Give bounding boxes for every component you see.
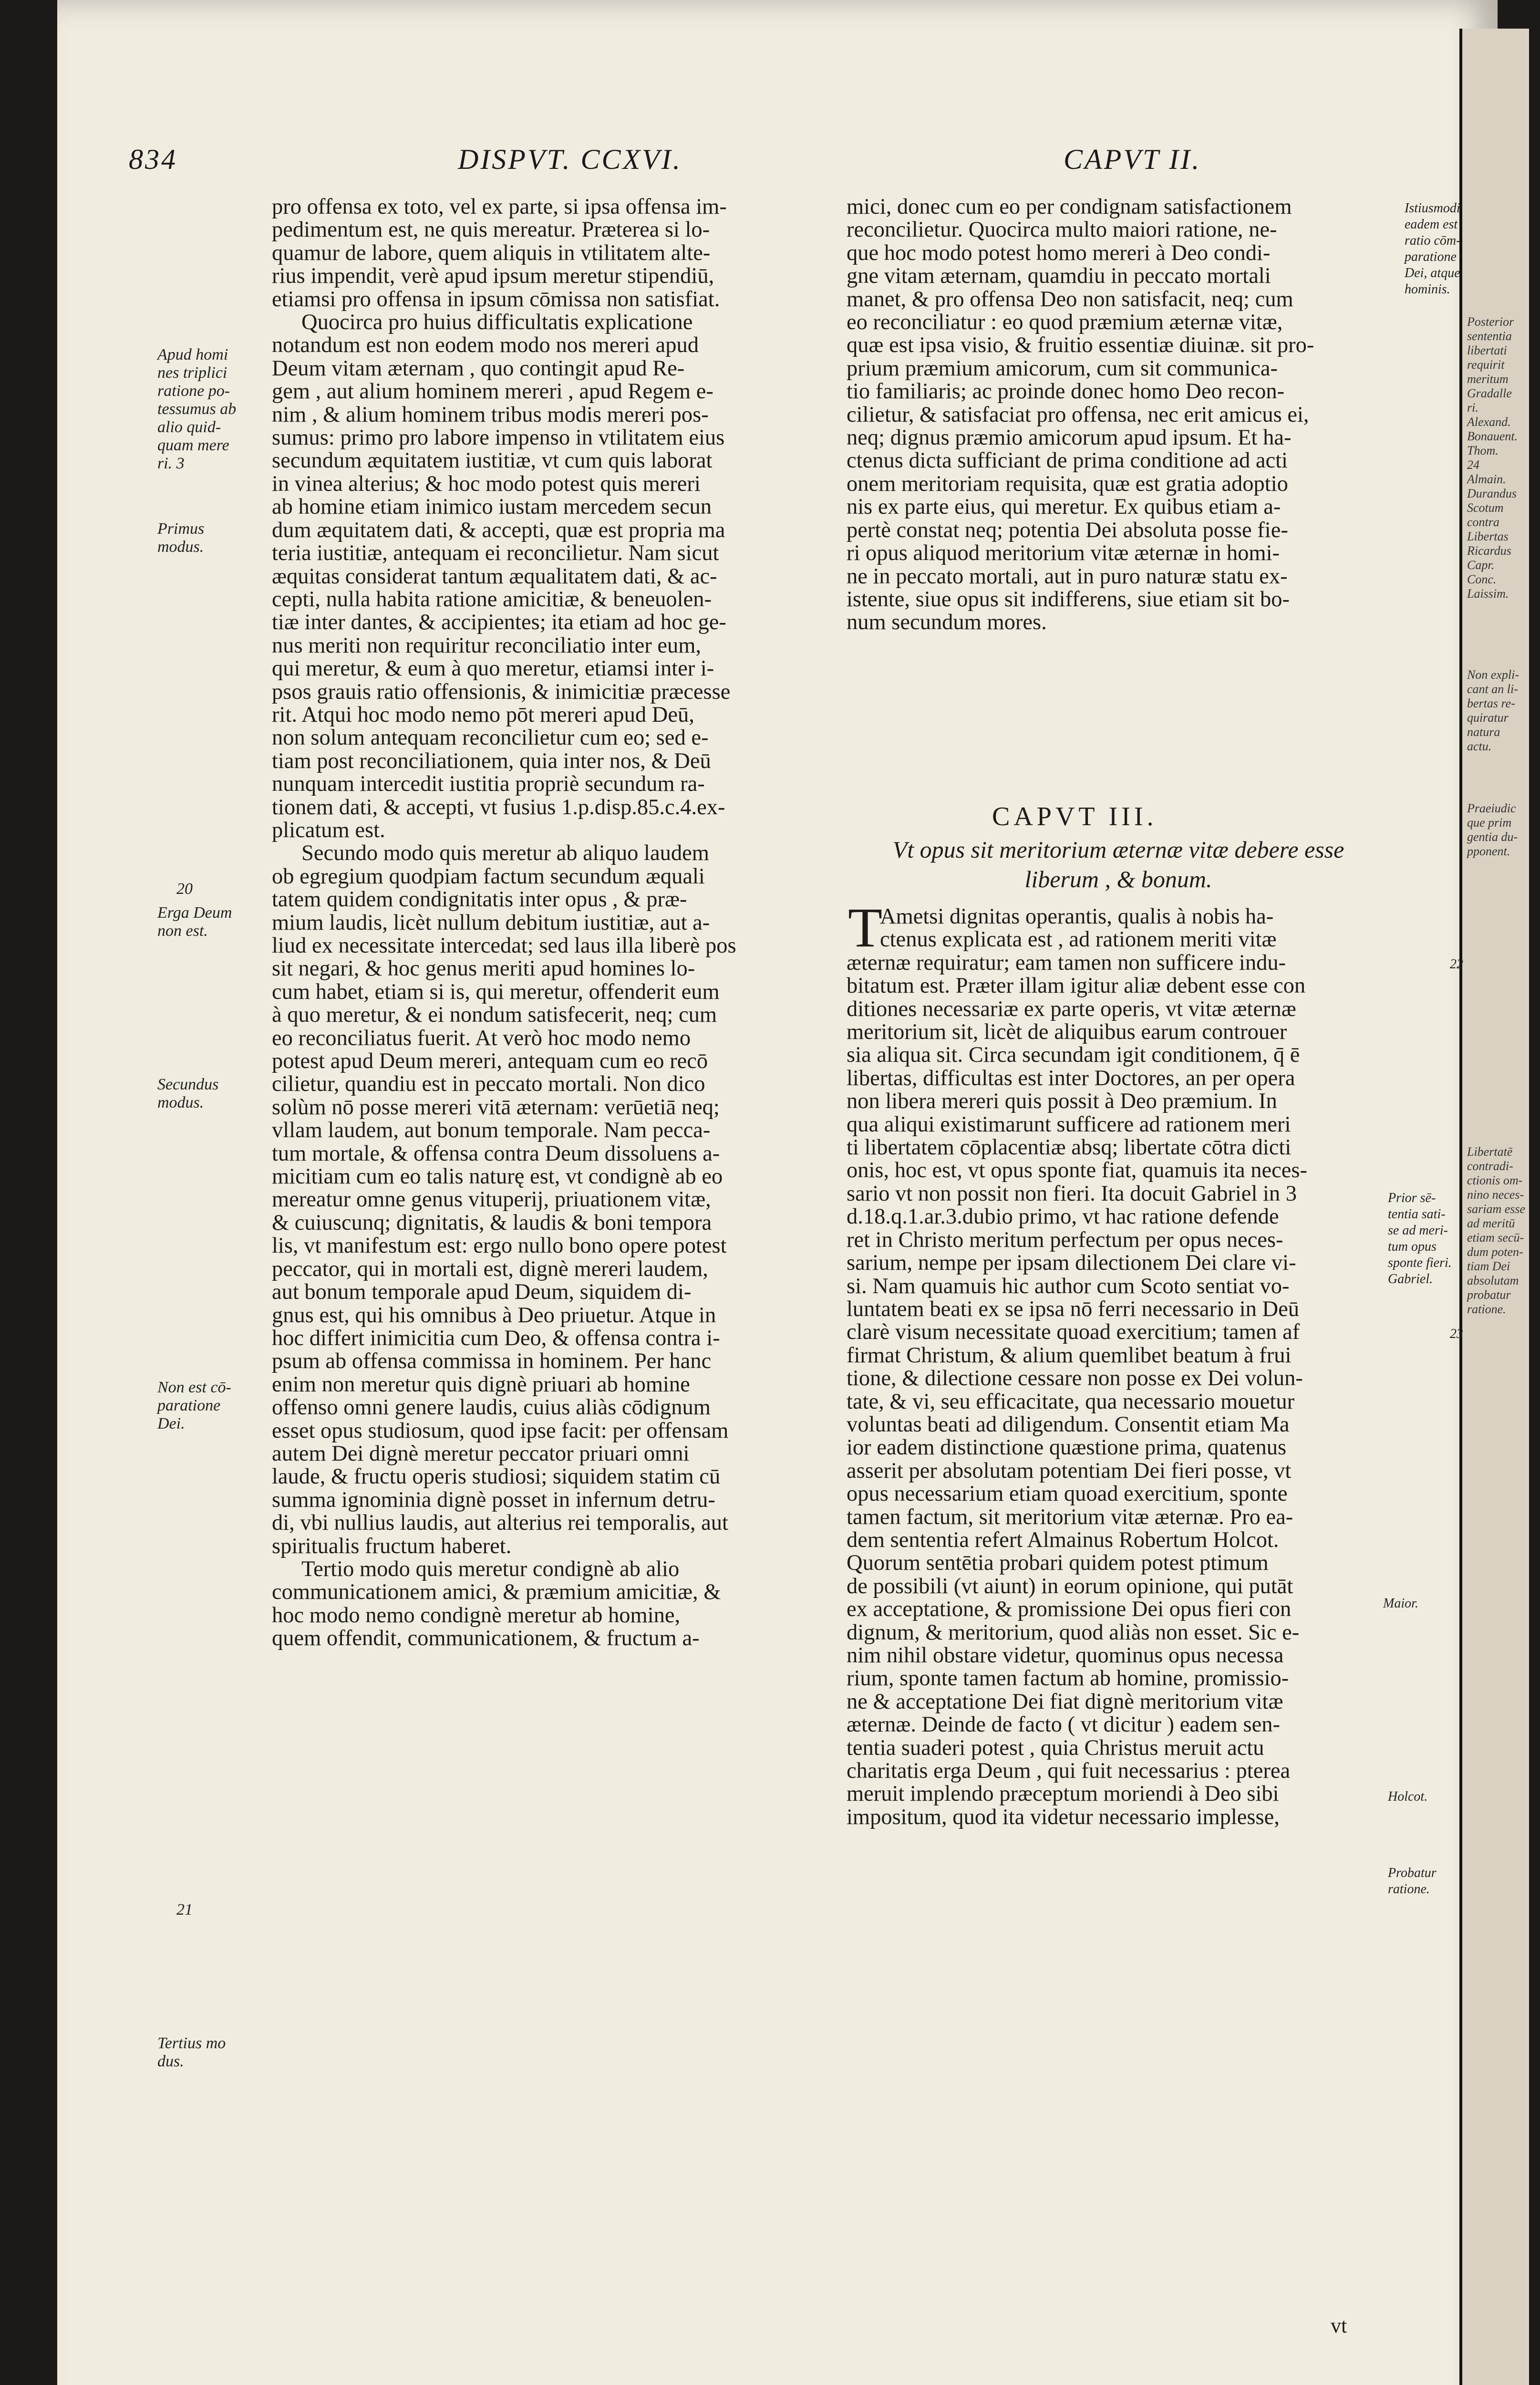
text-line: vllam laudem, aut bonum temporale. Nam pecca- (272, 1119, 711, 1142)
margin-note-line: Primus (157, 520, 205, 538)
text-line: ctenus explicata est , ad rationem meriti vitæ (880, 928, 1277, 952)
facing-page-fragment: Non expli- (1467, 668, 1519, 682)
text-line: rius impendit, verè apud ipsum meretur stipendiū, (272, 265, 714, 288)
facing-page-fragment: que prim (1467, 816, 1512, 830)
text-line: tionem dati, & accepti, vt fusius 1.p.disp.85.c.4.ex- (272, 796, 725, 819)
text-line: summa ignominia dignè posset in infernum detru- (272, 1488, 715, 1512)
text-line: rium, sponte tamen factum ab homine, promissio- (847, 1667, 1289, 1690)
facing-page-fragment: nino neces- (1467, 1188, 1524, 1202)
text-line: non solum antequam reconcilietur cum eo; sed e- (272, 726, 709, 750)
text-line: tione, & dilectione cessare non posse ex Dei volun- (847, 1367, 1303, 1390)
facing-page-fragment: meritum (1467, 372, 1509, 386)
text-line: ne & acceptatione Dei fiat dignè meritorium vitæ (847, 1690, 1283, 1714)
margin-note-line: tum opus (1388, 1239, 1437, 1254)
text-line: mium laudis, licèt nullum debitum iustitiæ, aut a- (272, 911, 710, 934)
chapter-title: CAPVT II. (1064, 144, 1201, 175)
text-line: ob egregium quodpiam factum secundum æquali (272, 865, 705, 889)
text-line: libertas, difficultas est inter Doctores, an per opera (847, 1067, 1295, 1090)
text-line: liud ex necessitate intercedat; sed laus illa liberè pos (272, 934, 736, 958)
margin-note-line: nes triplici (157, 364, 227, 382)
text-line: quæ est ipsa visio, & fruitio essentiæ diuinæ. sit pro- (847, 334, 1314, 357)
text-line: tum mortale, & offensa contra Deum dissoluens a- (272, 1142, 720, 1166)
text-line: onis, hoc est, vt opus sponte fiat, quamuis ita neces- (847, 1159, 1307, 1182)
margin-note-line: Maior. (1383, 1596, 1418, 1611)
text-line: que hoc modo potest homo mereri à Deo condi- (847, 241, 1271, 265)
margin-note-line: tessumus ab (157, 400, 237, 418)
text-line: æternæ. Deinde de facto ( vt dicitur ) eadem sen- (847, 1713, 1280, 1737)
margin-note-line: Holcot. (1388, 1789, 1428, 1804)
facing-page-fragment: Laissim. (1467, 587, 1509, 601)
text-line: psos grauis ratio offensionis, & inimicitiæ præcesse (272, 680, 731, 704)
left-text-column (272, 196, 816, 1650)
text-line: peccator, qui in mortali est, dignè mereri laudem, (272, 1257, 708, 1281)
text-line: tate, & vi, seu efficacitate, qua necessario mouetur (847, 1390, 1295, 1413)
facing-page-fragment: bertas re- (1467, 696, 1515, 710)
margin-note-line: quam mere (157, 436, 229, 454)
text-line: sarium, nempe per ipsam dilectionem Dei clare vi- (847, 1252, 1296, 1275)
text-line: qua aliqui existimarunt sufficere ad rationem meri (847, 1113, 1291, 1137)
text-line: ti libertatem cōplacentiæ absq; libertate cōtra dicti (847, 1136, 1292, 1160)
margin-note-line: Gabriel. (1388, 1272, 1433, 1286)
text-line: micitiam cum eo talis naturę est, vt condignè ab eo (272, 1165, 723, 1189)
margin-note-line: Probatur (1388, 1866, 1437, 1880)
text-line: eo reconciliatur : eo quod præmium æternæ vitæ, (847, 311, 1283, 334)
margin-note (176, 880, 193, 898)
right-text-column-bottom (847, 896, 1390, 1829)
text-line: tio familiaris; ac proinde donec homo Deo recon- (847, 380, 1285, 404)
facing-page-fragment: dum poten- (1467, 1245, 1523, 1259)
text-line: voluntas beati ad diligendum. Consentit etiam Ma (847, 1413, 1290, 1437)
text-line: bitatum est. Præter illam igitur aliæ debent esse con (847, 975, 1306, 998)
text-line: neq; dignus præmio amicorum apud ipsum. Et ha- (847, 426, 1292, 450)
facing-page-fragment: ctionis om- (1467, 1173, 1523, 1187)
text-line: hoc modo nemo condignè meretur ab homine, (272, 1604, 681, 1628)
text-line: gem , aut alium hominem mereri , apud Regem e- (272, 380, 713, 404)
margin-note (157, 520, 204, 556)
margin-note-line: modus. (157, 1094, 204, 1111)
text-line: rit. Atqui hoc modo nemo pōt mereri apud Deū, (272, 703, 694, 727)
margin-note (1388, 1865, 1437, 1898)
facing-page-fragment: pponent. (1467, 844, 1510, 858)
margin-note (157, 904, 232, 940)
facing-page-fragment: Capr. (1467, 558, 1495, 572)
text-line: sia aliqua sit. Circa secundam igit conditionem, q̄ ē (847, 1044, 1300, 1067)
text-line: communicationem amici, & præmium amicitiæ, & (272, 1581, 721, 1604)
margin-note-line: modus. (157, 538, 204, 556)
margin-note-line: eadem est (1405, 217, 1458, 232)
facing-page-fragment: contra (1467, 515, 1499, 529)
margin-note-line: Dei. (157, 1415, 185, 1432)
text-line: Secundo modo quis meretur ab aliquo laudem (301, 842, 709, 865)
margin-note-line: 20 (176, 880, 193, 898)
facing-page-fragment: ad meritū (1467, 1216, 1515, 1230)
text-line: Ametsi dignitas operantis, qualis à nobis ha- (880, 905, 1274, 929)
facing-page-fragment: natura (1467, 725, 1500, 739)
text-line: mici, donec cum eo per condignam satisfactionem (847, 196, 1292, 219)
catchword: vt (1331, 2314, 1347, 2337)
text-line: potest apud Deum mereri, antequam cum eo recō (272, 1050, 708, 1073)
text-line: notandum est non eodem modo nos mereri apud (272, 334, 699, 357)
text-line: cilietur, & satisfaciat pro offensa, nec erit amicus ei, (847, 403, 1309, 427)
text-line: solùm nō posse mereri vitā æternam: verūetiā neq; (272, 1096, 720, 1120)
margin-note-line: paratione (157, 1397, 221, 1414)
text-line: ditiones necessariæ ex parte operis, vt vitæ æternæ (847, 997, 1296, 1021)
facing-page-fragment: tiam Dei (1467, 1259, 1510, 1273)
text-line: prium præmium amicorum, cum sit communica- (847, 357, 1278, 381)
text-line: cum habet, etiam si is, qui meretur, offenderit eum (272, 980, 720, 1004)
facing-page-fragment: ri. (1467, 401, 1478, 415)
text-line: onem meritoriam requisita, quæ est gratia adoptio (847, 472, 1288, 496)
margin-note-line: sponte fieri. (1388, 1255, 1452, 1270)
text-line: luntatem beati ex se ipsa nō ferri necessario in Deū (847, 1297, 1300, 1321)
text-line: aut bonum temporale apud Deum, siquidem di- (272, 1281, 692, 1304)
facing-page-fragment: sariam esse (1467, 1202, 1526, 1216)
text-line: sit negari, & hoc genus meriti apud homines lo- (272, 957, 695, 981)
margin-note-line: Istiusmodi (1405, 201, 1460, 216)
text-line: dignum, & meritorium, quod aliàs non esset. Sic e- (847, 1621, 1300, 1644)
margin-note-line: 22 (1450, 957, 1463, 972)
text-line: Quorum sentētia probari quidem potest ptimum (847, 1552, 1269, 1575)
margin-note-line: Dei, atque (1405, 266, 1460, 280)
facing-page-fragment: libertati (1467, 343, 1507, 357)
margin-note (176, 1901, 193, 1919)
text-line: meruit implendo præceptum moriendi à Deo sibi (847, 1783, 1279, 1806)
text-line: si. Nam quamuis hic author cum Scoto sentiat vo- (847, 1275, 1290, 1298)
margin-note-line: hominis. (1405, 282, 1450, 297)
text-line: di, vbi nullius laudis, aut alterius rei temporalis, aut (272, 1512, 728, 1535)
text-line: sumus: primo pro labore impenso in vtilitatem eius (272, 426, 725, 450)
text-line: & cuiuscunq; dignitatis, & laudis & boni tempora (272, 1211, 712, 1235)
facing-page-fragment: Ricardus (1467, 544, 1511, 558)
facing-page-fragment: Gradalle (1467, 386, 1512, 400)
text-line: mereatur omne genus vituperij, priuationem vitæ, (272, 1188, 711, 1212)
text-line: nim , & alium hominem tribus modis mereri pos- (272, 403, 709, 427)
facing-page-fragment: 24 (1467, 458, 1479, 472)
text-line: ior eadem distinctione quæstione prima, quatenus (847, 1436, 1287, 1460)
facing-page-fragment: Thom. (1467, 444, 1499, 457)
text-line: quem offendit, communicationem, & fructum a- (272, 1627, 700, 1650)
text-line: nim nihil obstare videtur, quominus opus necessa (847, 1644, 1284, 1668)
text-line: æternæ requiratur; eam tamen non sufficere indu- (847, 951, 1286, 975)
margin-note (1450, 956, 1463, 973)
text-line: firmat Christum, & alium quemlibet beatum à frui (847, 1344, 1292, 1368)
margin-note (157, 1076, 218, 1112)
text-line: Quocirca pro huius difficultatis explicatione (301, 311, 693, 334)
facing-page-edge (1459, 29, 1529, 2385)
text-line: opus necessarium etiam quoad exercitium, sponte (847, 1483, 1288, 1506)
text-line: tamen factum, sit meritorium vitæ æternæ. Pro ea- (847, 1505, 1293, 1529)
text-line: pedimentum est, ne quis mereatur. Præterea si lo- (272, 218, 710, 242)
facing-page-fragment: cant an li- (1467, 682, 1518, 696)
margin-note-line: Non est cō- (157, 1379, 231, 1396)
facing-page-fragment: Libertas (1467, 529, 1509, 543)
text-line: enim non meretur quis dignè priuari ab homine (272, 1373, 690, 1397)
text-line: impositum, quod ita videtur necessario implesse, (847, 1805, 1280, 1829)
text-line: pro offensa ex toto, vel ex parte, si ipsa offensa im- (272, 196, 727, 219)
margin-note-line: Tertius mo (157, 2034, 226, 2052)
text-line: eo reconciliatus fuerit. At verò hoc modo nemo (272, 1027, 691, 1050)
text-line: charitatis erga Deum , qui fuit necessarius : pterea (847, 1760, 1291, 1783)
text-line: gnus est, qui his omnibus à Deo priuetur. Atque in (272, 1304, 716, 1327)
text-line: tiam post reconciliationem, quia inter nos, & Deū (272, 749, 711, 773)
text-line: tatem quidem condignitatis inter opus , & præ- (272, 888, 687, 912)
facing-page-fragment: probatur (1467, 1288, 1511, 1302)
text-line: hoc differt inimicitia cum Deo, & offensa contra i- (272, 1327, 720, 1350)
text-line: æquitas considerat tantum æqualitatem dati, & ac- (272, 565, 717, 588)
margin-note-line: dus. (157, 2053, 184, 2070)
page-number: 834 (129, 144, 177, 175)
margin-note-line: ri. 3 (157, 455, 185, 472)
text-line: d.18.q.1.ar.3.dubio primo, vt hac ratione defende (847, 1205, 1279, 1229)
margin-note (1383, 1596, 1418, 1612)
facing-page-fragment: Alexand. (1467, 415, 1511, 429)
margin-note (157, 2034, 226, 2071)
text-line: dum æquitatem dati, & accepti, quæ est propria ma (272, 518, 725, 542)
facing-page-fragment: etiam secū- (1467, 1231, 1524, 1244)
text-line: istente, siue opus sit indifferens, siue etiam sit bo- (847, 588, 1290, 612)
margin-note-line: Prior sē- (1388, 1191, 1436, 1205)
margin-note-line: Apud homi (157, 346, 228, 363)
margin-note-line: non est. (157, 922, 208, 940)
chapter-3-subtitle (847, 835, 1390, 894)
facing-page-fragment: requirit (1467, 358, 1505, 372)
facing-page-fragment: absolutam (1467, 1274, 1519, 1287)
text-line: asserit per absolutam potentiam Dei fieri posse, vt (847, 1459, 1292, 1483)
margin-note-line: alio quid- (157, 418, 221, 436)
text-line: spiritualis fructum haberet. (272, 1535, 512, 1558)
facing-page-fragment: ratione. (1467, 1302, 1506, 1316)
facing-page-fragment: Praeiudic (1467, 801, 1516, 815)
text-line: ab homine etiam inimico iustam mercedem secun (272, 496, 712, 519)
facing-page-fragment: sententia (1467, 329, 1512, 343)
facing-page-fragment: Conc. (1467, 572, 1497, 586)
text-line: à quo meretur, & ei nondum satisfecerit, neq; cum (272, 1004, 717, 1027)
text-line: tiæ inter dantes, & accipientes; ita etiam ad hoc ge- (272, 611, 726, 634)
text-line: laude, & fructu operis studiosi; siquidem statim cū (272, 1465, 721, 1489)
text-line: nis ex parte eius, qui meretur. Ex quibus etiam a- (847, 496, 1281, 519)
running-title: DISPVT. CCXVI. (458, 144, 682, 175)
margin-note-line: ratione po- (157, 382, 230, 400)
facing-page-fragment: Libertatē (1467, 1145, 1513, 1159)
text-line: nunquam intercedit iustitia propriè secundum ra- (272, 773, 705, 796)
text-line: cilietur, quandiu est in peccato mortali. Non dico (272, 1073, 705, 1096)
text-line: qui meretur, & eum à quo meretur, etiamsi inter i- (272, 657, 714, 681)
text-line: de possibili (vt aiunt) in eorum opinione, qui putāt (847, 1575, 1293, 1598)
facing-page-fragment: Scotum (1467, 501, 1504, 515)
facing-page-fragment: Durandus (1467, 487, 1517, 500)
text-line: gne vitam æternam, quamdiu in peccato mortali (847, 265, 1271, 288)
right-text-column-top (847, 196, 1390, 634)
facing-page-fragment: Bonauent. (1467, 429, 1518, 443)
text-line: ret in Christo meritum perfectum per opus neces- (847, 1228, 1283, 1252)
drop-cap: T (848, 896, 883, 959)
text-line: etiamsi pro offensa in ipsum cōmissa non satisfiat. (272, 288, 720, 311)
text-line: ctenus dicta sufficiant de prima conditione ad acti (847, 449, 1288, 473)
margin-note-line: tentia sati- (1388, 1207, 1446, 1222)
text-line: teria iustitiæ, antequam ei reconcilietur. Nam sicut (272, 542, 719, 565)
text-line: quamur de labore, quem aliquis in vtilitatem alte- (272, 241, 711, 265)
text-line: lis, vt manifestum est: ergo nullo bono opere potest (272, 1234, 727, 1258)
facing-page-fragment: quiratur (1467, 711, 1509, 725)
text-line: pertè constat neq; potentia Dei absoluta posse fie- (847, 518, 1288, 542)
text-line: cepti, nulla habita ratione amicitiæ, & beneuolen- (272, 588, 712, 612)
facing-page-fragment: Posterior (1467, 315, 1514, 329)
margin-note (157, 1379, 231, 1433)
text-line: reconcilietur. Quocirca multo maiori ratione, ne- (847, 218, 1277, 242)
margin-note-line: paratione (1405, 249, 1457, 264)
text-line: esset opus studiosum, quod ipse facit: per offensam (272, 1419, 729, 1442)
text-line: dem sententia refert Almainus Robertum Holcot. (847, 1528, 1279, 1552)
margin-note (157, 346, 236, 473)
margin-note (1388, 1190, 1452, 1287)
margin-note-line: 23 (1450, 1327, 1463, 1341)
text-line: clarè visum necessitate quoad exercitium; tamen af (847, 1321, 1300, 1344)
chapter-3-subtitle-line2: liberum , & bonum. (1024, 866, 1212, 892)
text-line: meritorium sit, licèt de aliquibus earum controuer (847, 1021, 1287, 1044)
text-line: ex acceptatione, & promissione Dei opus fieri con (847, 1598, 1292, 1621)
text-line: offenso omni genere laudis, cuius aliàs cōdignum (272, 1396, 711, 1420)
text-line: Deum vitam æternam , quo contingit apud Re- (272, 357, 685, 381)
facing-page-fragment: Almain. (1467, 472, 1506, 486)
text-line: secundum æquitatem iustitiæ, vt cum quis laborat (272, 449, 713, 473)
facing-page-fragment: gentia du- (1467, 830, 1518, 844)
margin-note-line: Secundus (157, 1076, 219, 1093)
chapter-3-heading: CAPVT III. (992, 802, 1158, 831)
chapter-3-subtitle-line1: Vt opus sit meritorium æternæ vitæ debere esse (892, 836, 1344, 863)
text-line: plicatum est. (272, 819, 385, 842)
text-line: Tertio modo quis meretur condignè ab alio (301, 1557, 680, 1581)
text-line: psum ab offensa commissa in hominem. Per hanc (272, 1350, 712, 1373)
text-line: ri opus aliquod meritorium vitæ æternæ in homi- (847, 542, 1280, 565)
text-line: tentia suaderi potest , quia Christus meruit actu (847, 1736, 1264, 1760)
margin-note-line: ratione. (1388, 1882, 1430, 1897)
text-line: sario vt non possit non fieri. Ita docuit Gabriel in 3 (847, 1182, 1297, 1206)
margin-note-line: 21 (176, 1901, 193, 1918)
margin-note-line: se ad meri- (1388, 1223, 1448, 1238)
text-line: manet, & pro offensa Deo non satisfacit, neq; cum (847, 288, 1293, 311)
margin-note-line: Erga Deum (157, 904, 232, 922)
margin-note-line: ratio cōm- (1405, 233, 1461, 248)
text-line: nus meriti non requiritur reconciliatio inter eum, (272, 634, 702, 658)
margin-note (1388, 1789, 1427, 1805)
text-line: autem Dei dignè meretur peccator priuari omni (272, 1442, 690, 1466)
text-line: in vinea alterius; & hoc modo potest quis mereri (272, 472, 701, 496)
margin-note (1450, 1326, 1463, 1342)
margin-note (1405, 200, 1460, 298)
text-line: non libera mereri quis possit à Deo præmium. In (847, 1090, 1277, 1113)
text-line: num secundum mores. (847, 611, 1047, 634)
facing-page-fragment: actu. (1467, 739, 1492, 753)
text-line: ne in peccato mortali, aut in puro naturæ statu ex- (847, 565, 1288, 588)
facing-page-fragment: contradi- (1467, 1159, 1513, 1173)
